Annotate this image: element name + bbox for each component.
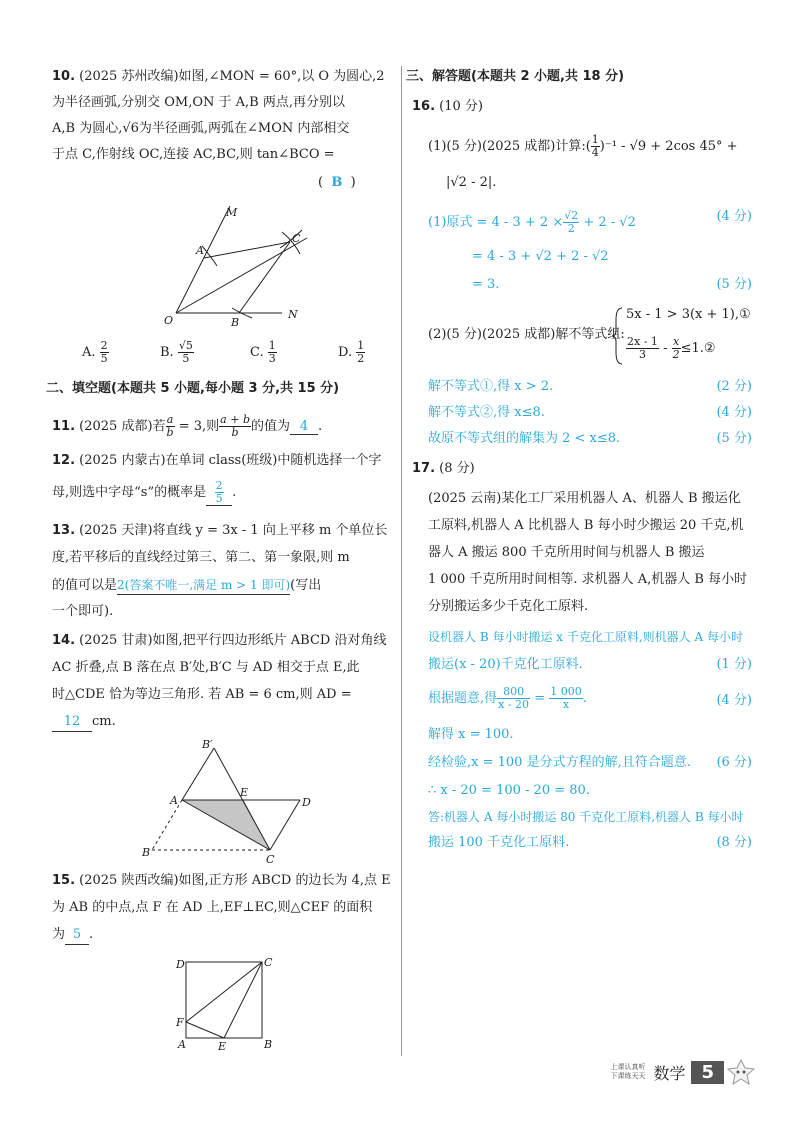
- q15-label-B: B: [264, 1038, 273, 1051]
- q17-solution-line3: 根据题意,得 $\frac{800}{x - 20}$ = $\frac{1 000}{x}$ . (4 分): [428, 685, 752, 711]
- footer-subject: 数学: [653, 1063, 686, 1083]
- q10-number: 10.: [52, 69, 76, 84]
- page-number: 5: [691, 1061, 724, 1084]
- q17-line4: 1 000 千克所用时间相等. 求机器人 A,机器人 B 每小时: [428, 572, 748, 587]
- q13-line4: 一个即可).: [52, 604, 114, 619]
- q12-line2: 母,则选中字母“s”的概率是 $\frac{2}{5}$ .: [52, 479, 237, 505]
- q17-solution-line5: 经检验,x = 100 是分式方程的解,且符合题意. (6 分): [428, 755, 752, 770]
- q13-line3: 的值可以是2(答案不唯一,满足 m > 1 即可)(写出: [52, 578, 322, 593]
- q17-line2: 工原料,机器人 A 比机器人 B 每小时少搬运 20 千克,机: [428, 518, 744, 533]
- q15-answer: 5: [65, 926, 89, 945]
- q16-solution1-line2: = 4 - 3 + √2 + 2 - √2: [472, 249, 609, 264]
- q10-figure: [52, 196, 392, 336]
- q17-solution-line1: 设机器人 B 每小时搬运 x 千克化工原料,则机器人 A 每小时: [428, 630, 743, 644]
- q14-answer: 12: [52, 713, 92, 732]
- q14-label-C: C: [266, 853, 275, 866]
- q14-line2: AC 折叠,点 B 落在点 B′处,B′C 与 AD 相交于点 E,此: [52, 660, 360, 675]
- q10-option-c: C. $\frac{1}{3}$: [250, 339, 276, 365]
- q17-solution-line2: 搬运(x - 20)千克化工原料. (1 分): [428, 657, 752, 672]
- q17-line1: (2025 云南)某化工厂采用机器人 A、机器人 B 搬运化: [428, 491, 741, 506]
- q14-line3: 时△CDE 恰为等边三角形. 若 AB = 6 cm,则 AD =: [52, 687, 352, 702]
- q16-ineq-2: $\frac{2x - 1}{3}$ - $\frac{x}{2}$ ≤1.②: [627, 335, 716, 361]
- q10-label-M: M: [226, 206, 238, 219]
- q15-line2: 为 AB 的中点,点 F 在 AD 上,EF⊥EC,则△CEF 的面积: [52, 900, 373, 915]
- q15-figure: [52, 952, 392, 1052]
- q15-line3: 为 5 .: [52, 926, 93, 945]
- q10-line4: 于点 C,作射线 OC,连接 AC,BC,则 tan∠BCO =: [52, 147, 335, 162]
- q17-line3: 器人 A 搬运 800 千克所用时间与机器人 B 搬运: [428, 545, 705, 560]
- q10-label-N: N: [288, 308, 298, 321]
- q13-line1: 13. (2025 天津)将直线 y = 3x - 1 向上平移 m 个单位长: [52, 523, 388, 538]
- q15-line1: 15. (2025 陕西改编)如图,正方形 ABCD 的边长为 4,点 E: [52, 873, 391, 888]
- page-footer: [610, 1059, 756, 1085]
- q14-label-Bp: B′: [202, 738, 213, 751]
- q14-label-A: A: [170, 794, 178, 807]
- star-mascot-icon: [726, 1059, 756, 1085]
- q17-solution-line4: 解得 x = 100.: [428, 727, 514, 742]
- q16-solution1-line1: (1)原式 = 4 - 3 + 2 × $\frac{√2}{2}$ + 2 - √2 (4 分): [428, 209, 752, 235]
- q16-brace: [612, 306, 624, 366]
- q16-ineq-1: 5x - 1 > 3(x + 1),①: [626, 307, 751, 322]
- section-2-title: 二、填空题(本题共 5 小题,每小题 3 分,共 15 分): [46, 381, 340, 396]
- q17-solution-line8: 搬运 100 千克化工原料. (8 分): [428, 835, 752, 850]
- q10-option-b: B. $\frac{√5}{5}$: [160, 339, 193, 365]
- q10-option-a: A. $\frac{2}{5}$: [82, 339, 108, 365]
- q10-label-B: B: [231, 316, 240, 329]
- q16-solution2-line1: 解不等式①,得 x > 2. (2 分): [428, 379, 752, 394]
- q14-label-B: B: [142, 846, 151, 859]
- q15-label-D: D: [176, 958, 185, 971]
- q17-solution-line7: 答:机器人 A 每小时搬运 80 千克化工原料,机器人 B 每小时: [428, 810, 744, 824]
- q12-answer: $\frac{2}{5}$: [206, 480, 232, 506]
- q10-line1: 10. (2025 苏州改编)如图,∠MON = 60°,以 O 为圆心,2: [52, 69, 385, 84]
- q17-header: 17. (8 分): [412, 461, 475, 476]
- q17-solution-line6: ∴ x - 20 = 100 - 20 = 80.: [428, 783, 590, 798]
- q15-label-C: C: [264, 956, 273, 969]
- q16-solution1-line3: = 3. (5 分): [472, 277, 752, 292]
- q14-label-D: D: [302, 796, 311, 809]
- q16-part2-label: (2)(5 分)(2025 成都)解不等式组:: [428, 327, 625, 342]
- q10-label-C: C: [292, 232, 301, 245]
- q14-line1: 14. (2025 甘肃)如图,把平行四边形纸片 ABCD 沿对角线: [52, 633, 387, 648]
- q16-solution2-line2: 解不等式②,得 x≤8. (4 分): [428, 405, 752, 420]
- q14-figure: [52, 738, 392, 868]
- q17-line5: 分别搬运多少千克化工原料.: [428, 599, 589, 614]
- column-divider: [401, 66, 402, 1056]
- q15-label-A: A: [178, 1038, 186, 1051]
- q13-answer: 2(答案不唯一,满足 m > 1 即可): [117, 576, 290, 595]
- q10-option-d: D. $\frac{1}{2}$: [338, 339, 365, 365]
- q16-header: 16. (10 分): [412, 99, 483, 114]
- q10-answer: ( B ): [318, 175, 356, 190]
- q11-answer: 4: [290, 420, 318, 435]
- q10-line2: 为半径画弧,分别交 OM,ON 于 A,B 两点,再分别以: [52, 95, 346, 110]
- q16-solution2-line3: 故原不等式组的解集为 2 < x≤8. (5 分): [428, 431, 752, 446]
- q16-part1-line2: |√2 - 2|.: [446, 175, 497, 190]
- q15-label-F: F: [176, 1016, 184, 1029]
- q13-line2: 度,若平移后的直线经过第三、第二、第一象限,则 m: [52, 550, 350, 565]
- q10-line3: A,B 为圆心,√6为半径画弧,两弧在∠MON 内部相交: [52, 121, 350, 136]
- q12-line1: 12. (2025 内蒙古)在单词 class(班级)中随机选择一个字: [52, 453, 382, 468]
- q14-line4: 12 cm.: [52, 713, 116, 732]
- section-3-title: 三、解答题(本题共 2 小题,共 18 分): [406, 69, 625, 84]
- q16-part1-line1: (1)(5 分)(2025 成都)计算:( $\frac{1}{4}$ )⁻¹ - √9 + 2cos 45° +: [428, 133, 738, 159]
- q14-label-E: E: [240, 786, 249, 799]
- q10-label-A: A: [196, 244, 204, 257]
- q11: 11. (2025 成都)若 $\frac{a}{b}$ = 3,则 $\frac{a + b}{b}$ 的值为 4 .: [52, 413, 323, 439]
- footer-slogan: 上课认真听 下课练天天: [610, 1063, 646, 1080]
- q10-label-O: O: [164, 314, 174, 327]
- q15-label-E: E: [218, 1040, 227, 1052]
